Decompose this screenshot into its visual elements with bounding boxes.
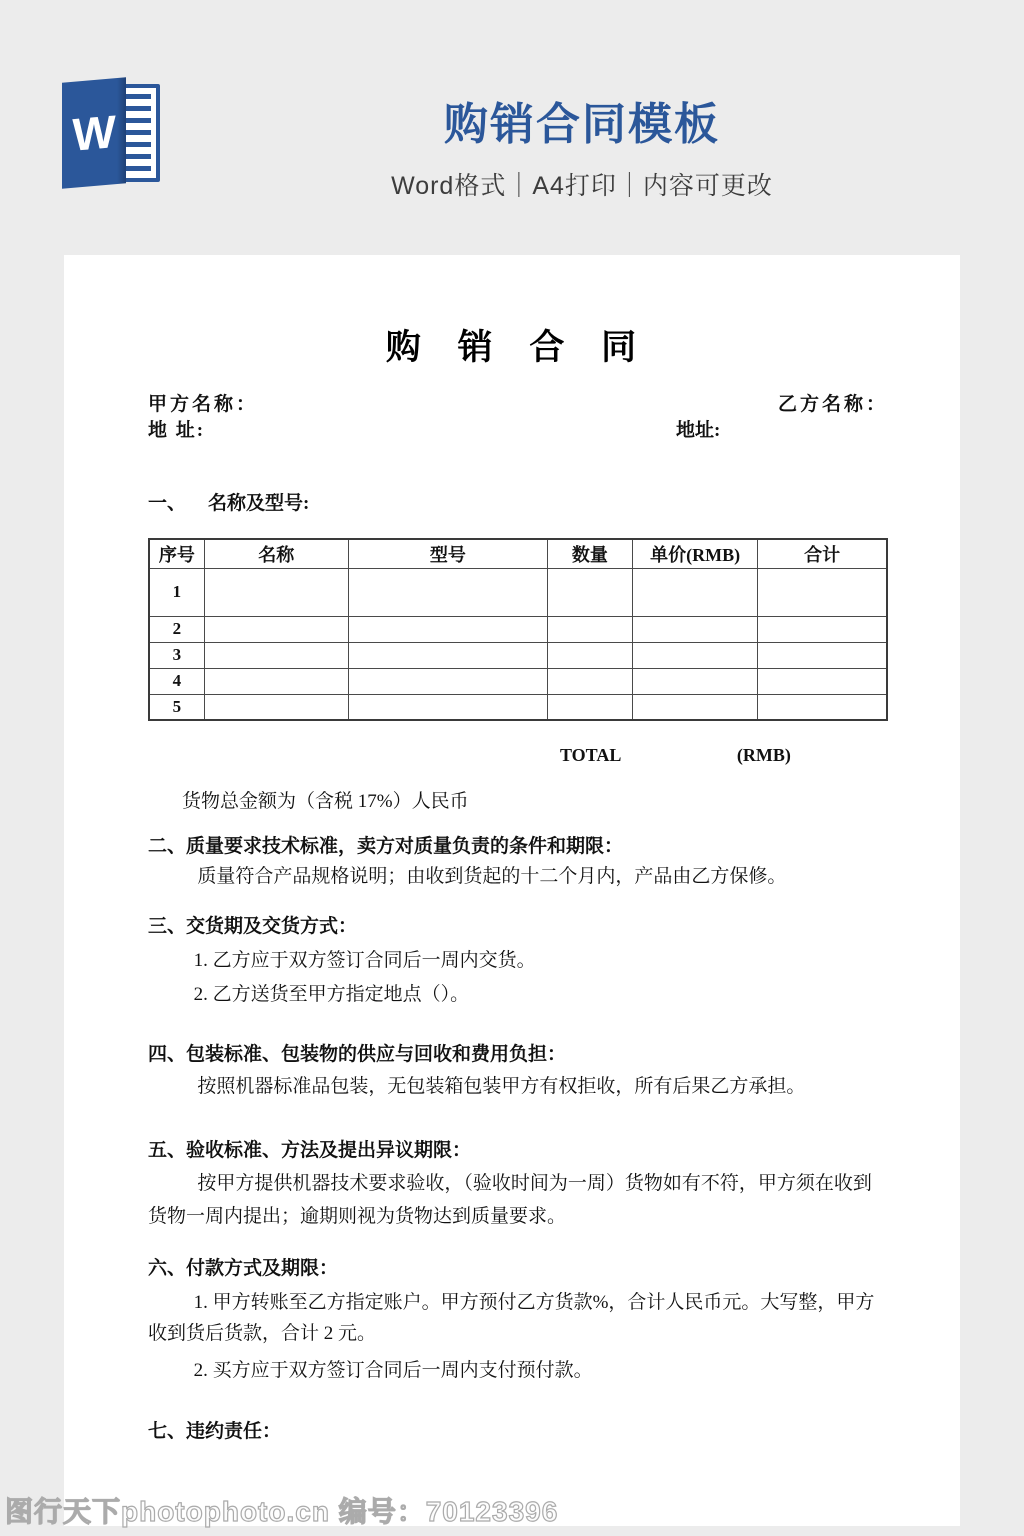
- table-cell: [758, 668, 887, 694]
- party-names-row: [148, 392, 888, 418]
- section-heading: 二、质量要求技术标准，卖方对质量负责的条件和期限：: [148, 836, 624, 857]
- template-title: 购销合同模板: [444, 100, 720, 149]
- watermark-text: 图行天下photophoto.cn 编号：70123396: [5, 1496, 559, 1527]
- section-delivery: [148, 915, 888, 1007]
- table-cell: [548, 642, 633, 668]
- table-cell: [348, 668, 547, 694]
- total-currency-label: (RMB): [736, 745, 791, 765]
- section-packaging: [148, 1043, 888, 1099]
- word-icon: [62, 76, 162, 192]
- table-cell: [548, 568, 633, 616]
- table-cell: [204, 668, 348, 694]
- template-subtitle: Word格式｜A4打印｜内容可更改: [391, 172, 773, 200]
- table-cell: [758, 642, 887, 668]
- col-header-seq: 序号: [149, 539, 204, 568]
- table-cell: [548, 694, 633, 720]
- table-row: [149, 694, 887, 720]
- table-cell: [348, 694, 547, 720]
- party-b-label: 乙方名称：: [777, 394, 888, 415]
- row-number: 3: [149, 642, 204, 668]
- items-table-header-row: [149, 539, 887, 568]
- section-paragraph: 质量符合产品规格说明；由收到货起的十二个月内，产品由乙方保修。: [197, 866, 787, 887]
- items-table: [148, 538, 888, 721]
- table-cell: [548, 616, 633, 642]
- table-cell: [758, 694, 887, 720]
- document-page: [64, 255, 960, 1526]
- table-row: [149, 642, 887, 668]
- total-label: TOTAL: [560, 745, 621, 765]
- table-cell: [758, 616, 887, 642]
- table-cell: [204, 616, 348, 642]
- section-breach: [148, 1420, 888, 1444]
- table-cell: [632, 642, 757, 668]
- col-header-name: 名称: [204, 539, 348, 568]
- table-cell: [348, 616, 547, 642]
- parties-block: [148, 392, 888, 444]
- section-heading: 五、验收标准、方法及提出异议期限：: [148, 1140, 472, 1161]
- table-row: [149, 568, 887, 616]
- col-header-qty: 数量: [548, 539, 633, 568]
- row-number: 4: [149, 668, 204, 694]
- section-heading: 三、交货期及交货方式：: [148, 916, 358, 937]
- row-number: 5: [149, 694, 204, 720]
- table-cell: [348, 642, 547, 668]
- table-cell: [758, 568, 887, 616]
- table-row: [149, 616, 887, 642]
- section-heading: 四、包装标准、包装物的供应与回收和费用负担：: [148, 1044, 567, 1065]
- row-number: 1: [149, 568, 204, 616]
- section-acceptance: [148, 1139, 888, 1233]
- address-b-label: 地址:: [676, 420, 721, 441]
- section-list-item: 2. 买方应于双方签订合同后一周内支付预付款。: [193, 1360, 593, 1381]
- section-heading: 七、违约责任：: [148, 1421, 282, 1442]
- address-a-label: 地 址:: [148, 420, 206, 441]
- section-payment: [148, 1257, 888, 1386]
- col-header-model: 型号: [348, 539, 547, 568]
- section-heading: 六、付款方式及期限：: [148, 1258, 339, 1279]
- table-cell: [632, 616, 757, 642]
- section-list-item: 1. 乙方应于双方签订合同后一周内交货。: [193, 950, 536, 971]
- party-a-label: 甲方名称：: [148, 394, 259, 415]
- section-list-item: 2. 乙方送货至甲方指定地点（）。: [193, 984, 470, 1005]
- word-icon-letter: W: [72, 105, 116, 161]
- table-cell: [348, 568, 547, 616]
- section-quality: [148, 835, 888, 889]
- table-cell: [632, 568, 757, 616]
- word-icon-panel: [62, 77, 126, 189]
- total-row: [148, 745, 888, 765]
- template-header: [0, 0, 1024, 255]
- table-row: [149, 668, 887, 694]
- header-text-block: [150, 88, 1014, 202]
- table-cell: [632, 668, 757, 694]
- table-cell: [632, 694, 757, 720]
- amount-note: 货物总金额为（含税 17%）人民币: [182, 791, 469, 812]
- section-paragraph: 按照机器标准品包装，无包装箱包装甲方有权拒收，所有后果乙方承担。: [197, 1076, 806, 1097]
- table-cell: [548, 668, 633, 694]
- table-cell: [204, 694, 348, 720]
- col-header-price: 单价(RMB): [632, 539, 757, 568]
- section-1-number: 一、: [148, 493, 187, 514]
- section-1-title: 名称及型号:: [208, 493, 310, 514]
- table-cell: [204, 642, 348, 668]
- col-header-total: 合计: [758, 539, 887, 568]
- section-1-heading: [148, 492, 888, 516]
- table-cell: [204, 568, 348, 616]
- row-number: 2: [149, 616, 204, 642]
- section-list-item: 1. 甲方转账至乙方指定账户。甲方预付乙方货款%，合计人民币元。大写整，甲方收到货后货款，合计 2 元。: [148, 1292, 875, 1344]
- section-paragraph: 按甲方提供机器技术要求验收，（验收时间为一周）货物如有不符，甲方须在收到货物一周内提出；逾期则视为货物达到质量要求。: [148, 1173, 872, 1227]
- party-address-row: [148, 418, 888, 444]
- contract-title: 购 销 合 同: [385, 328, 651, 367]
